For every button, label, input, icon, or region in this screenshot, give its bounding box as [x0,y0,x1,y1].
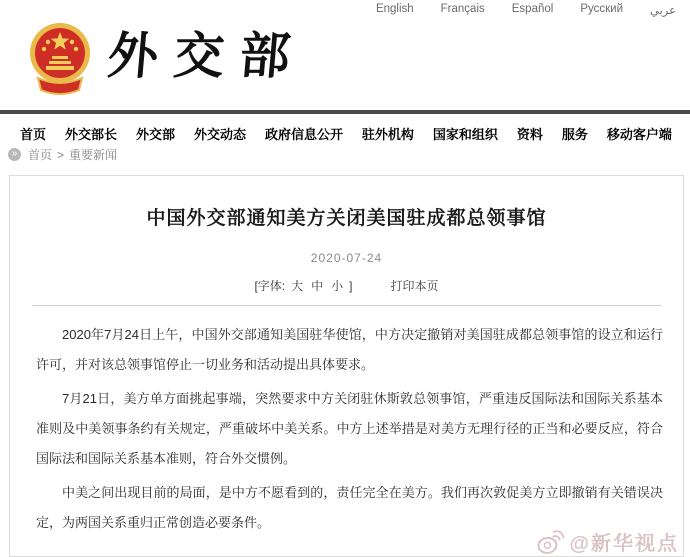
nav-item-services[interactable]: 服务 [561,127,588,142]
nav-item-ministry[interactable]: 外交部 [135,127,175,142]
main-navigation [0,110,690,143]
nav-item-gov-info-disclosure[interactable]: 政府信息公开 [264,127,343,142]
lang-english[interactable]: English [375,3,414,15]
article-container [9,175,684,557]
breadcrumb-arrow-icon: » [8,148,21,161]
article-paragraph: 2020年7月24日上午，中国外交部通知美国驻华使馆，中方决定撤销对美国驻成都总领事馆的设立和运行许可，并对该总领事馆停止一切业务和活动提出具体要求。 [36,327,663,372]
language-switcher [376,3,676,17]
print-page-button[interactable]: 打印本页 [390,279,439,293]
breadcrumb-separator: > [57,147,65,162]
article-date: 2020-07-24 [310,251,383,265]
moa-calligraphy-title: 外交部 [105,26,309,85]
lang-french[interactable]: Français [440,3,485,15]
lang-arabic[interactable]: عربي [650,5,676,17]
font-size-small-button[interactable]: 小 [331,279,344,293]
font-size-medium-button[interactable]: 中 [311,279,324,293]
article-title: 中国外交部通知美方关闭美国驻成都总领事馆 [146,208,547,229]
nav-item-foreign-minister[interactable]: 外交部长 [64,127,117,142]
font-size-label-close: ] [349,278,353,293]
font-size-large-button[interactable]: 大 [291,279,304,293]
breadcrumb [8,146,117,163]
nav-item-resources[interactable]: 资料 [516,127,543,142]
nav-item-countries-organizations[interactable]: 国家和组织 [432,127,498,142]
site-logo[interactable] [28,20,309,96]
breadcrumb-current-link[interactable]: 重要新闻 [69,148,118,162]
nav-item-mobile-client[interactable]: 移动客户端 [606,127,672,142]
article-toolbar [10,277,683,294]
watermark-text: @新华视点 [569,533,679,555]
nav-item-home[interactable]: 首页 [20,127,47,142]
nav-item-missions-abroad[interactable]: 驻外机构 [361,127,414,142]
font-size-label-open: [字体: [254,279,286,293]
nav-item-diplomatic-activities[interactable]: 外交动态 [193,127,246,142]
article-paragraph: 7月21日，美方单方面挑起事端，突然要求中方关闭驻休斯敦总领事馆，严重违反国际法和国际关系基本准则及中美领事条约有关规定，严重破坏中美关系。中方上述举措是对美方无理行径的正当和必要反应，符合国际法和国际关系基本准则，符合外交惯例。 [36,391,663,466]
china-national-emblem-icon [28,20,92,96]
article-body [10,306,683,538]
breadcrumb-home-link[interactable]: 首页 [28,148,53,162]
lang-russian[interactable]: Русский [580,3,623,15]
article-paragraph: 中美之间出现目前的局面，是中方不愿看到的，责任完全在美方。我们再次敦促美方立即撤销有关错误决定，为两国关系重归正常创造必要条件。 [36,485,663,530]
lang-spanish[interactable]: Español [511,3,554,15]
